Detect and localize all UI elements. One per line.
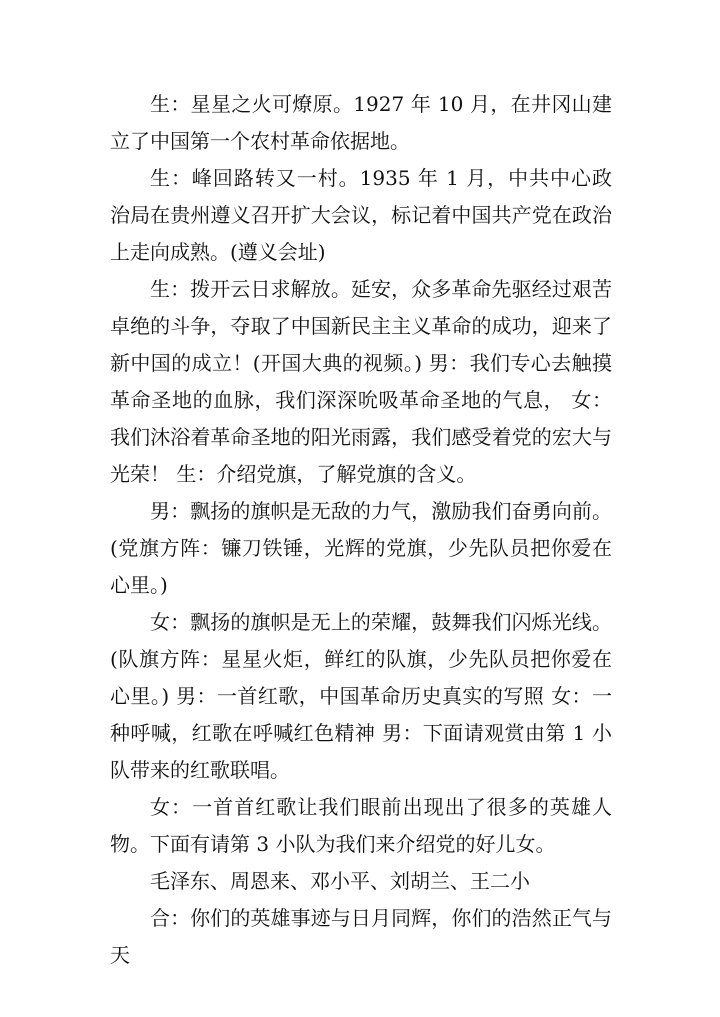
- paragraph-2: 生：峰回路转又一村。1935 年 1 月，中共中心政治局在贵州遵义召开扩大会议，标记着中国共产党在政治上走向成熟。(遵义会址): [110, 166, 612, 264]
- document-body: [110, 86, 612, 974]
- paragraph-5: 女：飘扬的旗帜是无上的荣耀，鼓舞我们闪烁光线。(队旗方阵：星星火炬，鲜红的队旗，少先队员把你爱在心里。) 男：一首红歌，中国革命历史真实的写照 女：一种呼喊，红歌在呼喊红色精神 男：下面请观赏由第 1 小队带来的红歌联唱。: [110, 610, 612, 782]
- paragraph-7: 毛泽东、周恩来、邓小平、刘胡兰、王二小: [150, 869, 530, 893]
- paragraph-8: 合：你们的英雄事迹与日月同辉，你们的浩然正气与天: [110, 906, 612, 967]
- paragraph-6: 女：一首首红歌让我们眼前出现出了很多的英雄人物。下面有请第 3 小队为我们来介绍党的好儿女。: [110, 795, 612, 856]
- paragraph-4: 男：飘扬的旗帜是无敌的力气，激励我们奋勇向前。(党旗方阵：镰刀铁锤，光辉的党旗，少先队员把你爱在心里。): [110, 499, 612, 597]
- paragraph-1: 生：星星之火可燎原。1927 年 10 月，在井冈山建立了中国第一个农村革命依据地。: [110, 92, 612, 153]
- paragraph-3: 生：拨开云日求解放。延安，众多革命先驱经过艰苦卓绝的斗争，夺取了中国新民主主义革命的成功，迎来了新中国的成立！(开国大典的视频。) 男：我们专心去触摸革命圣地的血脉，我们深深吮吸革命圣地的气息， 女：我们沐浴着革命圣地的阳光雨露，我们感受着党的宏大与光荣！ 生：介绍党旗，了解党旗的含义。: [110, 277, 612, 486]
